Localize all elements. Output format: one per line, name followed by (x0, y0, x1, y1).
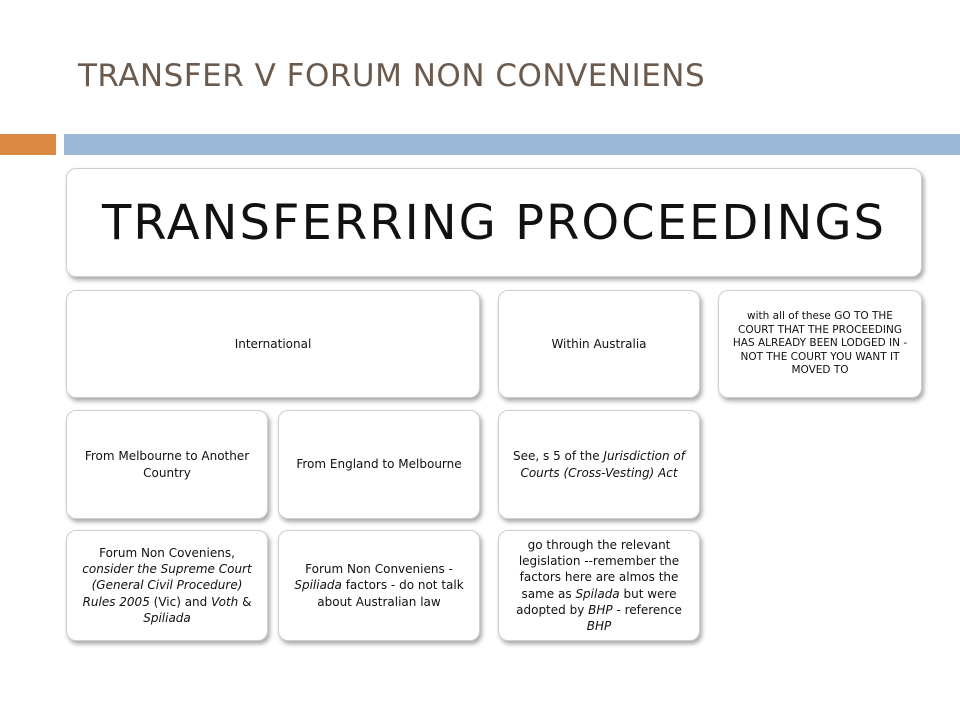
within-australia-detail-node: go through the relevant legislation --remember the factors here are almos the same as Spilada but were adopted by BHP - reference BHP (498, 530, 700, 641)
accent-bar (0, 134, 56, 155)
from-melbourne-node: From Melbourne to Another Country (66, 410, 268, 519)
note-node: with all of these GO TO THE COURT THAT THE PROCEEDING HAS ALREADY BEEN LODGED IN - NOT THE COURT YOU WANT IT MOVED TO (718, 290, 922, 398)
within-australia-node: Within Australia (498, 290, 700, 398)
melbourne-detail-node: Forum Non Coveniens, consider the Supreme Court (General Civil Procedure) Rules 2005 (Vic) and Voth & Spiliada (66, 530, 268, 641)
from-england-node: From England to Melbourne (278, 410, 480, 519)
statute-name: Jurisdiction of Courts (Cross-Vesting) Act (520, 449, 685, 480)
slide-title: TRANSFER V FORUM NON CONVENIENS (78, 58, 706, 94)
statute-prefix: See, s 5 of the (512, 449, 604, 464)
cross-vesting-statute-node (498, 410, 700, 519)
england-detail-node: Forum Non Conveniens - Spiliada factors - do not talk about Australian law (278, 530, 480, 641)
root-node: TRANSFERRING PROCEEDINGS (66, 168, 922, 277)
international-node: International (66, 290, 480, 398)
header-bar (64, 134, 960, 155)
